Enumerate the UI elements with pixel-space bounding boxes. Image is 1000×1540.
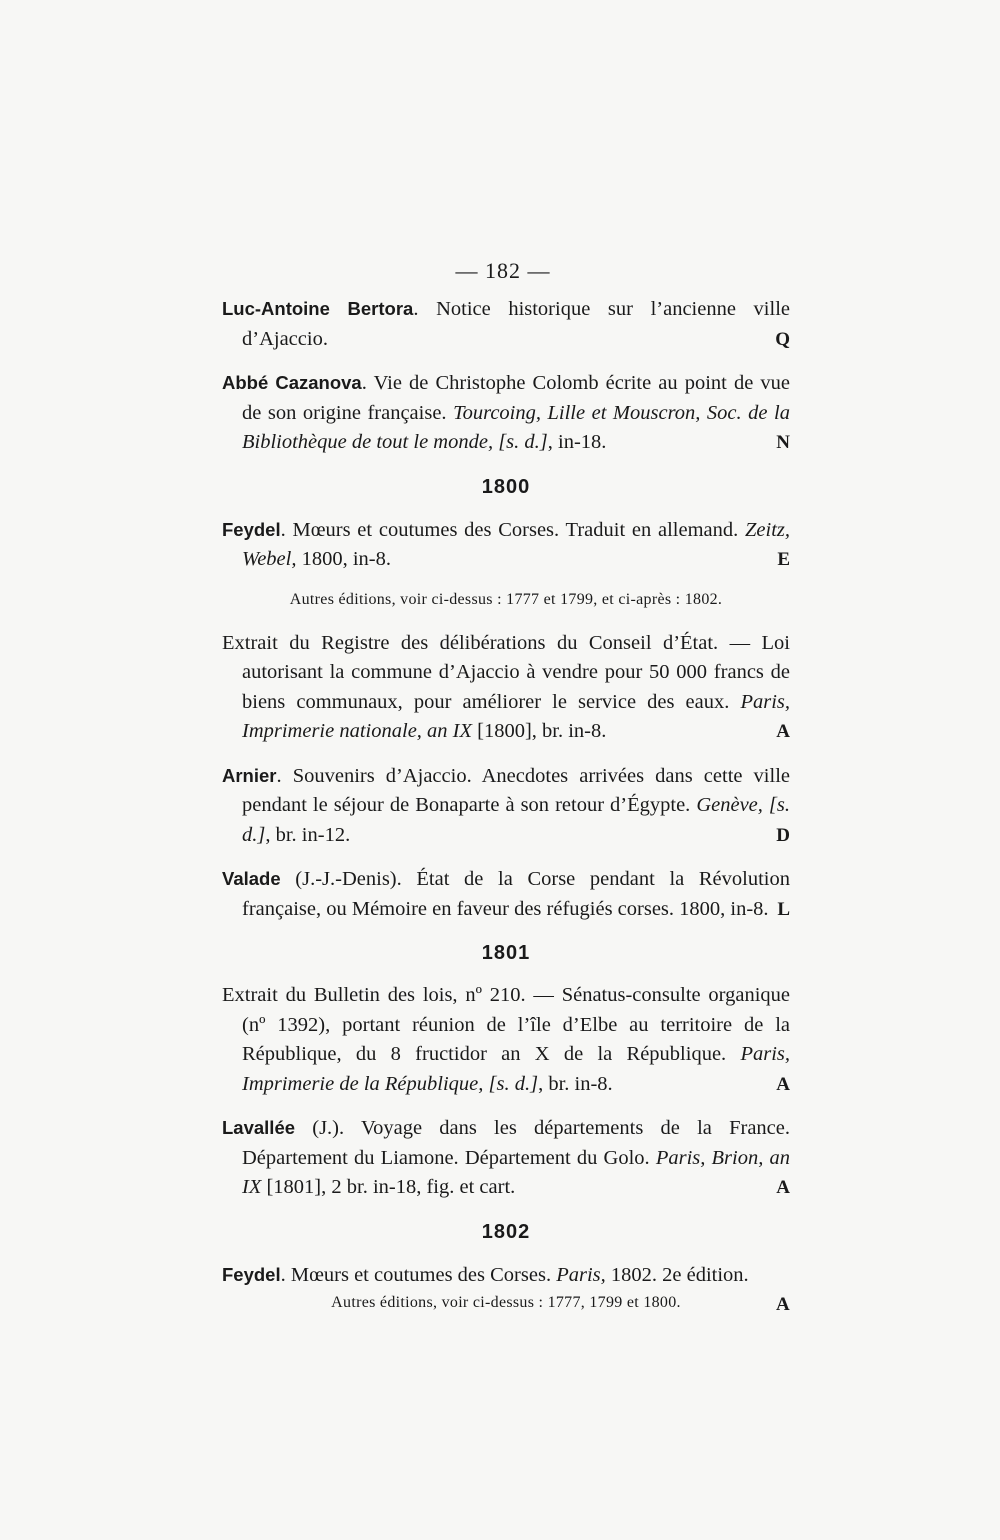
year-heading: 1800 (481, 475, 531, 498)
bibliography-entry (222, 761, 790, 851)
bibliography-entry (222, 1113, 790, 1203)
entry-author: Abbé Cazanova (222, 372, 362, 393)
editions-note (222, 589, 790, 611)
entry-author: Luc-Antoine Bertora (222, 298, 414, 319)
entry-author: Feydel (222, 518, 281, 540)
year-heading: 1802 (481, 1220, 531, 1243)
library-code: A (776, 721, 790, 742)
library-code: E (777, 549, 790, 570)
entry-author: Lavallée (222, 1117, 296, 1138)
entry-format: , in-18. (547, 431, 607, 453)
bibliography-entry (222, 981, 790, 1099)
entry-imprint: Tourcoing, Lille et Mouscron, Soc. de la Bibliothèque de tout le monde, [s. d.] (242, 401, 790, 453)
entry-imprint: Zeitz, Webel, (242, 518, 790, 570)
entry-format: [1801], 2 br. in-18, fig. et cart. (261, 1176, 516, 1198)
text-column (222, 258, 790, 1332)
entry-imprint: Paris, (556, 1263, 606, 1286)
note-text: Autres éditions, voir ci-dessus : 1777 et 1799, et ci-après : 1802. (289, 590, 723, 608)
library-code: D (776, 824, 790, 846)
note-text: Autres éditions, voir ci-dessus : 1777, 1799 et 1800. (331, 1294, 681, 1311)
library-code: A (776, 1073, 790, 1095)
library-code: A (775, 1294, 790, 1315)
bibliography-entry (222, 864, 790, 924)
entry-author: Feydel (222, 1263, 281, 1285)
entry-format: 1802. 2e édition. (605, 1263, 749, 1286)
bibliography-entry (222, 294, 790, 354)
entry-imprint: Paris, Imprimerie de la République, [s. d.] (242, 1043, 790, 1095)
bibliography-entry (222, 515, 790, 575)
entry-format: [1800], br. in-8. (472, 720, 607, 742)
library-code: Q (775, 328, 790, 350)
entry-format: , br. in-12. (265, 823, 351, 846)
entry-description: . Vie de Christophe Colomb écrite au point de vue de son origine française. (242, 372, 790, 424)
year-heading: 1801 (481, 942, 531, 964)
library-code: L (777, 898, 790, 920)
entry-imprint: Genève, [s. d.] (242, 794, 791, 846)
bibliography-entry (222, 1260, 790, 1291)
entry-description: (J.). Voyage dans les départements de la France. Département du Liamone. Département du Golo. (242, 1117, 790, 1169)
bibliography-entry (222, 629, 790, 747)
entry-author: Valade (222, 868, 281, 889)
entry-description: . Notice historique sur l’ancienne ville d’Ajaccio. (242, 298, 790, 350)
entry-imprint: Paris, Imprimerie nationale, an IX (242, 690, 790, 742)
entry-format: 1800, in-8. (296, 548, 391, 570)
library-code: A (776, 1177, 790, 1198)
entry-description: Extrait du Bulletin des lois, nº 210. — Sénatus-consulte organique (nº 1392), portant réunion de l’île d’Elbe au territoire de la République, du 8 fructidor an X de la République. (222, 984, 790, 1065)
entry-format: , br. in-8. (538, 1072, 613, 1095)
entry-description: . Souvenirs d’Ajaccio. Anecdotes arrivées dans cette ville pendant le séjour de Bonaparte à son retour d’Égypte. (242, 764, 790, 816)
page-number: — 182 — (455, 258, 551, 283)
entry-description: . Mœurs et coutumes des Corses. (280, 1263, 557, 1286)
editions-note (222, 1292, 790, 1314)
bibliography-entry (222, 368, 790, 458)
entry-description: . Mœurs et coutumes des Corses. Traduit en allemand. (280, 518, 745, 541)
entry-imprint: Paris, Brion, an IX (242, 1146, 791, 1198)
entry-description: (J.-J.-Denis). État de la Corse pendant la Révolution française, ou Mémoire en faveur des réfugiés corses. 1800, in-8. (242, 868, 790, 920)
entry-description: Extrait du Registre des délibérations du Conseil d’État. — Loi autorisant la commune d’Ajaccio à vendre pour 50 000 francs de biens communaux, pour améliorer le service des eaux. (222, 631, 790, 713)
entry-author: Arnier (222, 764, 277, 786)
library-code: N (776, 432, 790, 453)
